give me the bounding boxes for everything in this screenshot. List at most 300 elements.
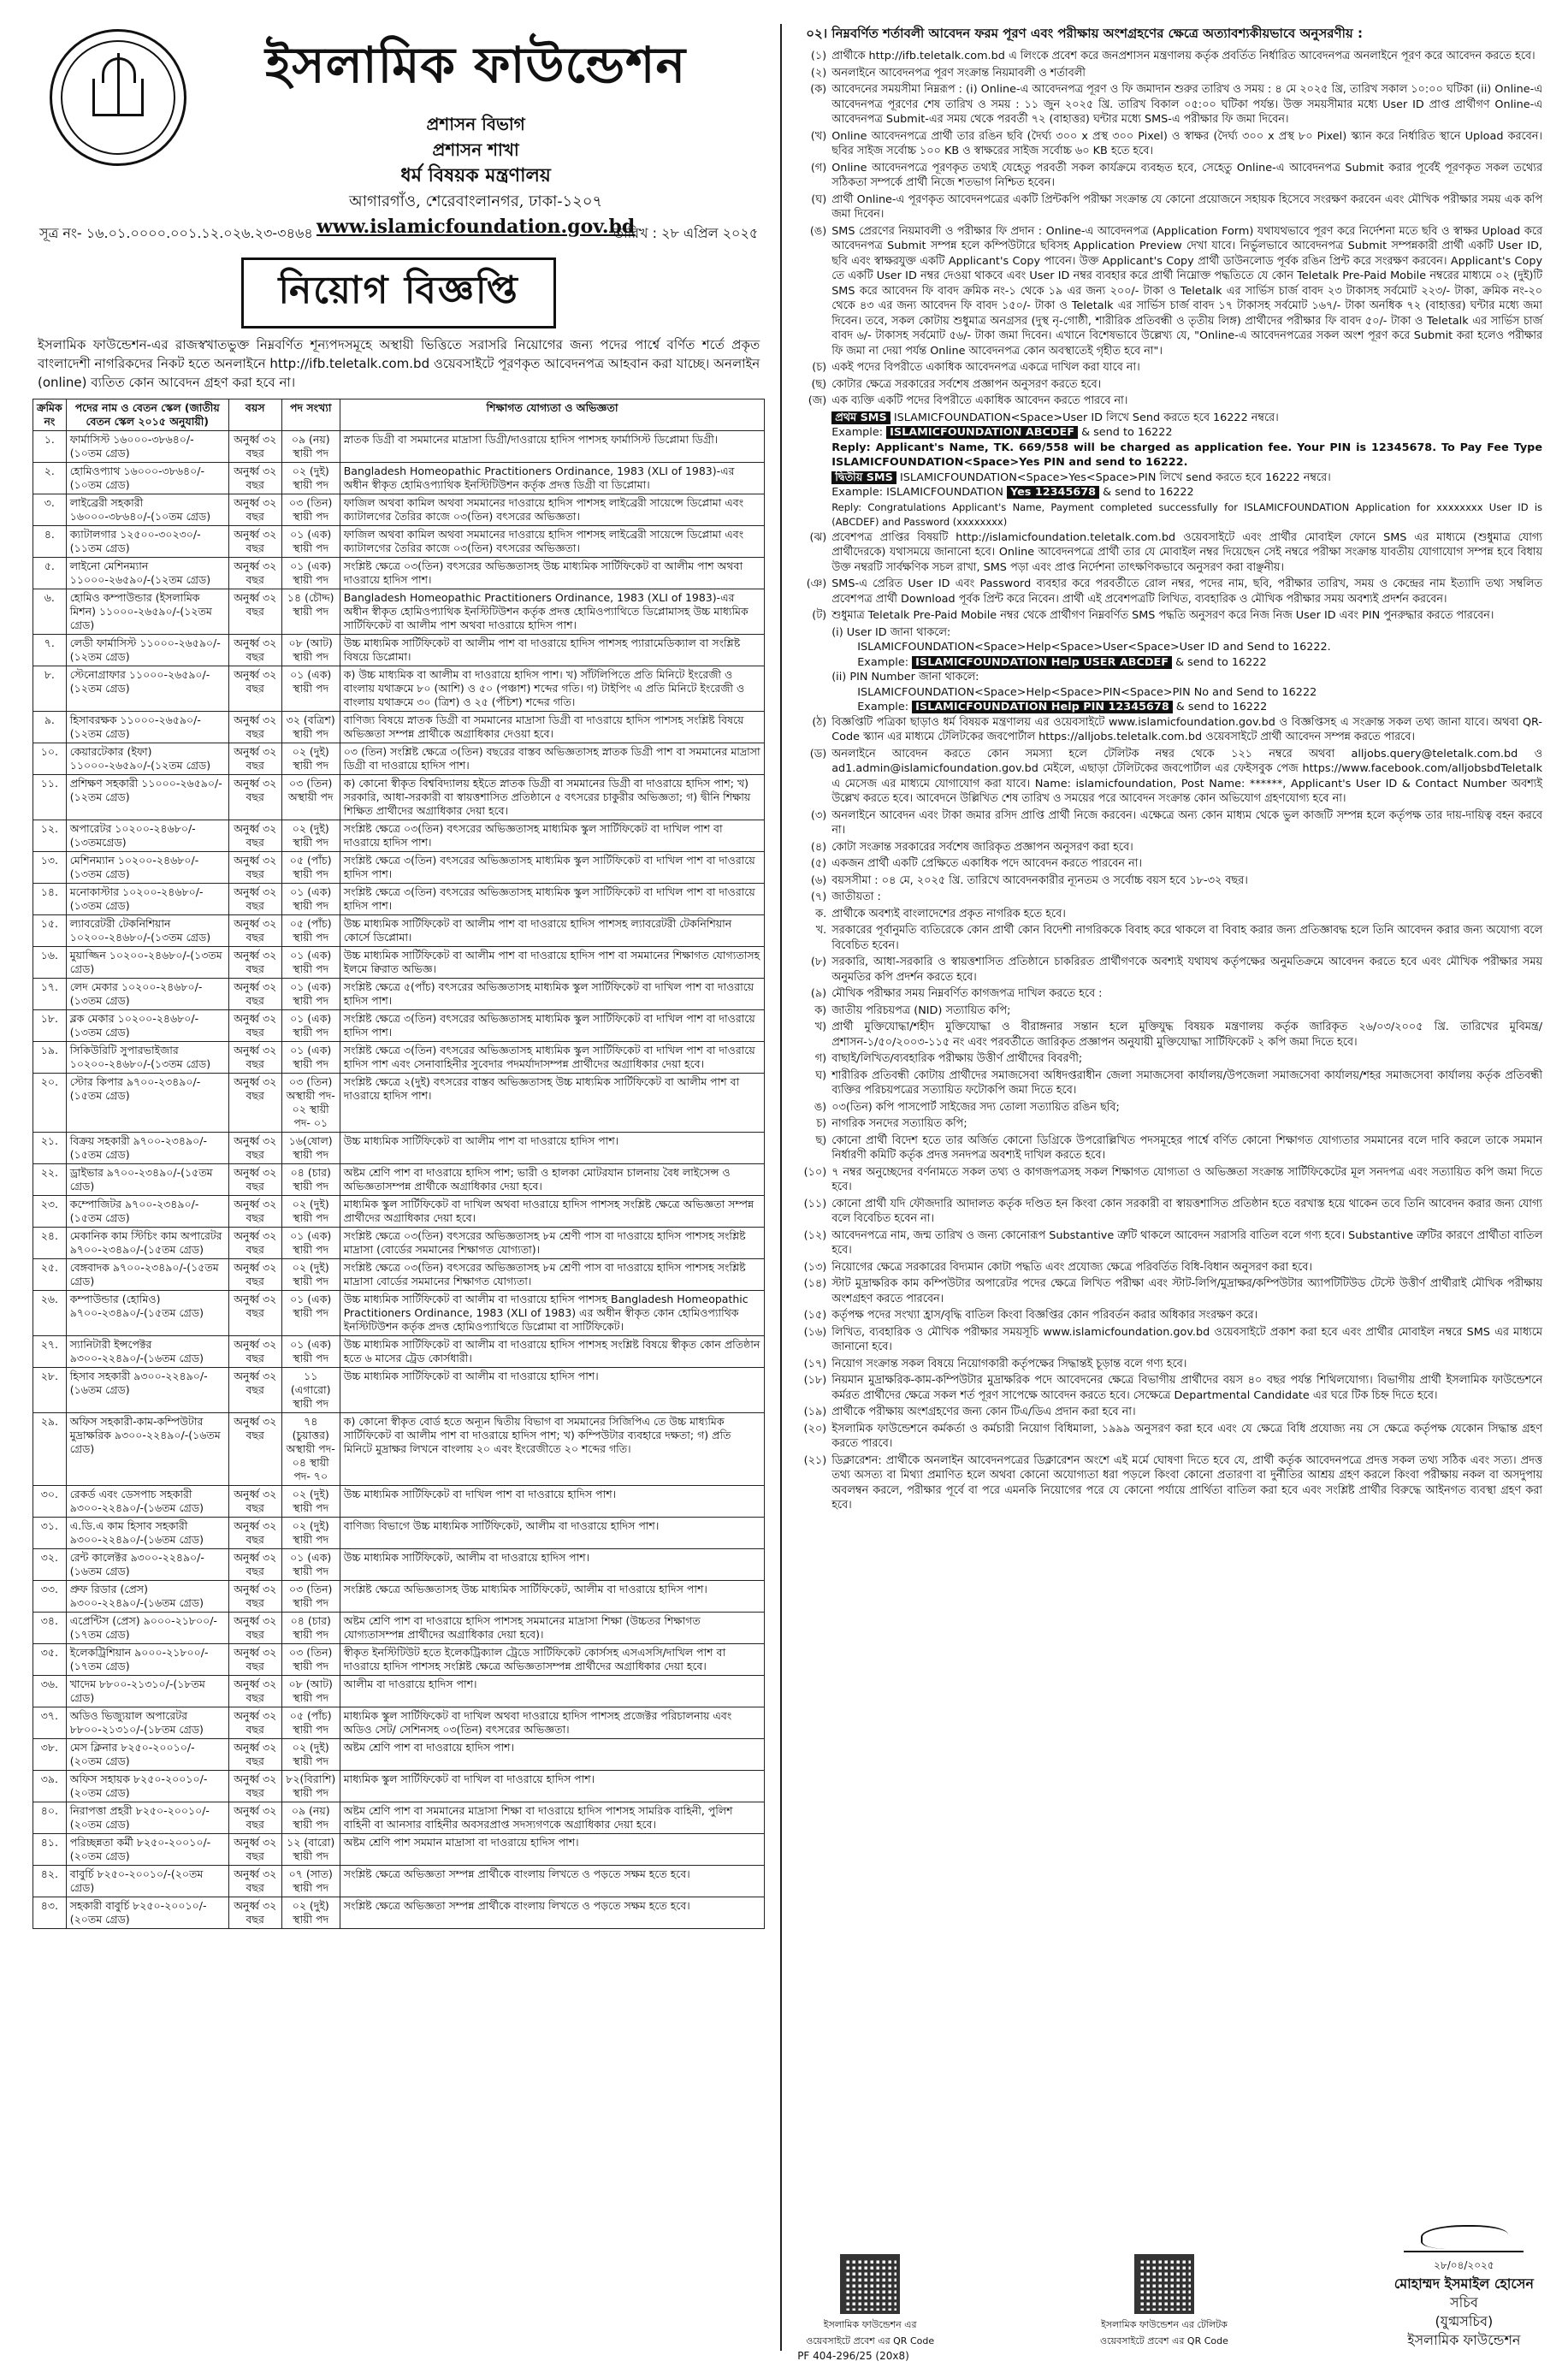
table-row [33,1010,765,1042]
condition-text: অনলাইনে আবেদনপত্র পূরণ সংক্রান্ত নিয়মাবলী ও শর্তাবলী [831,66,1086,80]
count-cell: ০২ (দুই) স্থায়ী পদ [281,1897,340,1929]
serial-cell: ৩৩. [33,1581,67,1613]
serial-cell: ১৮. [33,1010,67,1042]
table-row [33,1613,765,1644]
condition-item [797,224,1542,359]
post-cell: রেকর্ড এবং ডেসপাচ সহকারী ৯৩০০-২২৪৯০/-(১৬তম গ্রেড) [66,1486,228,1518]
example-code: ISLAMICFOUNDATION Help USER ABCDEF [912,656,1172,669]
condition-text: SMS প্রেরণের নিয়মাবলী ও পরীক্ষার ফি প্রদান : Online-এ আবেদনপত্র (Application Form) যথাযথভাবে পূরণ করে নির্দেশনা মতে ছবি ও স্বাক্ষর Upload করে আবেদনপত্র Submit সম্পন্ন হলে কম্পিউটারে ছবিসহ Application Preview দেখা যাবে। নির্ভুলভাবে আবেদনপত্র Submit সম্পন্নকারী প্রার্থী একটি User ID, ছবি এবং স্বাক্ষরযুক্ত একটি Applicant's Copy পাবেন। উক্ত Applicant's Copy প্রার্থী ডাউনলোড পূর্বক রঙিন প্রিন্ট করে সংরক্ষণ করবেন। Applicant's Copy তে একটি User ID নম্বর দেওয়া থাকবে এবং User ID নম্বর ব্যবহার করে প্রার্থী নিম্নোক্ত পদ্ধতিতে যে কোন Teletalk Pre-Paid Mobile নম্বরের মাধ্যমে ০২ (দুই)টি SMS করে আবেদন ফি বাবদ ক্রমিক নং-১ থেকে ১৯ এর জন্য ২০০/- টাকা ও Teletalk এর সার্ভিস চার্জ বাবদ ২৩ টাকাসহ সর্বমোট ২২৩/- টাকা, ক্রমিক নং-২০ থেকে ৪৩ এর জন্য আবেদন ফি বাবদ ১৫০/- টাকা ও Teletalk এর সার্ভিস চার্জ বাবদ ১৭ টাকাসহ সর্বমোট ১৬৭/- টাকা অনধিক ৭২ (বাহাত্তর) ঘন্টার মধ্যে জমা দিবেন। তবে, সকল কোটায় শুধুমাত্র অনগ্রসর (দুস্থ নৃ-গোষ্ঠী, শারীরিক প্রতিবন্ধী ও তৃতীয় লিঙ্গ) প্রার্থীদের পরীক্ষার ফি বাবদ ৫০/- টাকা ও Teletalk এর সার্ভিস চার্জ বাবদ ৬/- টাকাসহ সর্বমোট ৫৬/- টাকা জমা দিবেন। এখানে বিশেষভাবে উল্লেখ্য যে, "Online-এ আবেদনপত্রের সকল অংশ পূরণ করে Submit করা হলেও পরীক্ষার ফি জমা না দেয়া পর্যন্ত Online আবেদনপত্র কোন অবস্থাতেই গৃহীত হবে না"। [831,224,1543,358]
condition-text: প্রার্থীকে পরীক্ষায় অংশগ্রহণের জন্য কোন টিএ/ডিএ প্রদান করা হবে না। [831,1406,1136,1418]
condition-text: প্রবেশপত্র প্রাপ্তির বিষয়টি http://islamicfoundation.teletalk.com.bd ওয়েবসাইটে এবং প্রার্থীর মোবাইল ফোনে SMS এর মাধ্যমে (শুধুমাত্র যোগ্য প্রার্থীদেরকে) যথাসময়ে জানানো হবে। Online আবেদনপত্রে প্রার্থী তার যে মোবাইল নম্বর দিয়েছেন সেই নম্বরে পরীক্ষা সংক্রান্ত যাবতীয় যোগাযোগ সম্পন্ন হবে বিধায় উক্ত নম্বরটি সার্বক্ষণিক সচল রাখা, SMS পড়া এবং প্রাপ্ত নির্দেশনা তাৎক্ষণিকভাবে অনুসরণ করা বাঞ্ছনীয়। [831,530,1543,574]
age-cell: অনুর্ধ্ব ৩২ বছর [228,1897,281,1929]
qr-block-website [806,2254,934,2350]
sms-second-label: দ্বিতীয় SMS [831,471,896,484]
table-row [33,947,765,979]
col-count: পদ সংখ্যা [281,399,340,431]
age-cell: অনুর্ধ্ব ৩২ বছর [228,1613,281,1644]
recover-userid-cmd: ISLAMICFOUNDATION<Space>Help<Space>User<Space>User ID and Send to 16222. [857,641,1331,654]
condition-text: শুধুমাত্র Teletalk Pre-Paid Mobile নম্বর থেকে প্রার্থীগণ নিম্নবর্ণিত SMS পদ্ধতি অনুসরণ করে নিজ নিজ User ID এবং PIN পুনরুদ্ধার করতে পারবেন। [831,609,1494,622]
age-cell: অনুর্ধ্ব ৩২ বছর [228,589,281,635]
serial-cell: ১৪. [33,884,67,915]
post-cell: কম্পোজিটর ৯৭০০-২৩৪৯০/-(১৫তম গ্রেড) [66,1196,228,1228]
condition-text: SMS-এ প্রেরিত User ID এবং Password ব্যবহার করে পরবর্তীতে রোল নম্বর, পদের নাম, ছবি, পরীক্ষার তারিখ, সময় ও কেন্দ্রের নাম ইত্যাদি তথ্য সম্বলিত প্রবেশপত্র প্রার্থী Download পূর্বক প্রিন্ট করে নিবেন। প্রার্থী এই প্রবেশপত্রটি লিখিত, ব্যবহারিক ও মৌখিক পরীক্ষার সময় অবশ্যই প্রদর্শন করবেন। [831,577,1543,606]
serial-cell: ৩০. [33,1486,67,1518]
table-row [33,431,765,463]
post-cell: অপারেটর ১০২০০-২৪৬৮০/-(১৩তমগ্রেড) [66,820,228,852]
age-cell: অনুর্ধ্ব ৩২ বছর [228,494,281,526]
section: প্রশাসন শাখা [432,139,519,160]
book-icon [92,79,144,116]
count-cell: ১২ (বারো) স্থায়ী পদ [281,1834,340,1866]
condition-item [797,1197,1542,1227]
count-cell: ০১ (এক) স্থায়ী পদ [281,979,340,1010]
condition-item [797,1325,1542,1355]
age-cell: অনুর্ধ্ব ৩২ বছর [228,1771,281,1802]
post-cell: ড্রাইভার ৯৭০০-২৩৪৯০/-(১৫তম গ্রেড) [66,1164,228,1196]
condition-item [797,1100,1542,1116]
count-cell: ০৯ (নয়) স্থায়ী পদ [281,1802,340,1834]
serial-cell: ৪১. [33,1834,67,1866]
qualification-cell: বাণিজ্য বিভাগে উচ্চ মাধ্যমিক সার্টিফিকেট, আলীম বা দাওরায়ে হাদিস পাশ। [340,1518,765,1549]
condition-number: ঘ) [815,1068,827,1082]
condition-item [797,608,1542,624]
condition-number: (৮) [810,956,827,968]
signer-name: মোহাম্মদ ইসমাইল হোসেন [1393,2275,1534,2292]
table-row [33,712,765,743]
count-cell: ০৩ (তিন) স্থায়ী পদ [281,1581,340,1613]
count-cell: ০১ (এক) স্থায়ী পদ [281,666,340,712]
condition-text: আবেদনের সময়সীমা নিম্নরূপ : (i) Online-এ আবেদনপত্র পূরণ ও ফি জমাদান শুরুর তারিখ ও সময় : ৪ মে ২০২৫ খ্রি, তারিখ সকাল ১০:০০ ঘটিকা (ii) Online-এ আবেদনপত্র পূরণের শেষ তারিখ ও সময় : ১১ জুন ২০২৫ খ্রি. তারিখ বিকাল ০৫:০০ ঘটিকা পর্যন্ত। উক্ত সময়সীমার মধ্যে User ID প্রাপ্ত প্রার্থীগণ Online-এ আবেদনপত্র Submit-এর সময় থেকে পরবর্তী ৭২ (বাহাত্তর) ঘন্টার মধ্যে SMS-এ পরীক্ষার ফি জমা দিবেন। [831,83,1543,126]
condition-item [797,577,1542,607]
condition-number: গ) [814,1052,827,1065]
table-row [33,1291,765,1336]
age-cell: অনুর্ধ্ব ৩২ বছর [228,1866,281,1897]
condition-number: (১৪) [803,1277,827,1290]
serial-cell: ৭. [33,635,67,666]
condition-item [797,1051,1542,1067]
condition-text: নিয়মান মুদ্রাক্ষরিক-কাম-কম্পিউটার মুদ্রাক্ষরিক পদে আবেদনের ক্ষেত্রে বিভাগীয় প্রার্থীদের বয়স ৪০ বছর পর্যন্ত শিথিলযোগ্য। বিভাগীয় প্রার্থী ইসলামিক ফাউন্ডেশনে কর্মরত প্রার্থীদের ক্ষেত্রে সকল শর্ত পূরণ সাপেক্ষে আবেদন করতে হবে। সেক্ষেত্রে Departmental Candidate এর ঘরে টিক চিহ্ন দিতে হবে। [831,1374,1543,1402]
condition-item [797,1276,1542,1306]
count-cell: ০২ (দুই) স্থায়ী পদ [281,1486,340,1518]
age-cell: অনুর্ধ্ব ৩২ বছর [228,1074,281,1133]
condition-number: (গ) [810,161,827,175]
count-cell: ০৪ (চার) স্থায়ী পদ [281,1613,340,1644]
qualification-cell: সংশ্লিষ্ট ক্ষেত্রে ৩(তিন) বৎসরের অভিজ্ঞতাসহ মাধ্যমিক স্কুল সার্টিফিকেট বা দাখিল পাশ বা দাওরায়ে হাদিস পাশ। [340,1010,765,1042]
serial-cell: ২০. [33,1074,67,1133]
example-code: Yes 12345678 [1007,486,1099,499]
table-row [33,1581,765,1613]
condition-number: (১৫) [803,1309,827,1322]
serial-cell: ১৬. [33,947,67,979]
count-cell: ০৩ (তিন) অস্থায়ী পদ [281,775,340,820]
age-cell: অনুর্ধ্ব ৩২ বছর [228,775,281,820]
condition-text: বাছাই/লিখিত/ব্যবহারিক পরীক্ষায় উত্তীর্ণ প্রার্থীদের বিবরণী; [831,1052,1083,1065]
condition-number: (ট) [812,609,827,622]
post-cell: হিসাবরক্ষক ১১০০০-২৬৫৯০/-(১২তম গ্রেড) [66,712,228,743]
signer-grade: (যুগ্মসচিব) [1435,2313,1494,2329]
column-divider [780,24,782,2351]
count-cell: ১৪ (চৌদ্দ) স্থায়ী পদ [281,589,340,635]
age-cell: অনুর্ধ্ব ৩২ বছর [228,1010,281,1042]
condition-number: (ঙ) [809,224,827,238]
condition-text: একজন প্রার্থী একটি প্রেক্ষিতে একাধিক পদে আবেদন করতে পারবেন না। [831,857,1142,870]
condition-text: প্রার্থী মুক্তিযোদ্ধা/শহীদ মুক্তিযোদ্ধা ও বীরাঙ্গনার সন্তান হলে মুক্তিযুদ্ধ বিষয়ক মন্ত্রণালয় কর্তৃক জারিকৃত ২৬/০৩/২০০৫ খ্রি. তারিখের মুবিমন্ত্র/প্রশাসন-১/৫০/২০০৩-১১৫ নং এবং পরবর্তীতে জারিকৃত প্রজ্ঞাপন অনুযায়ী মুক্তিযোদ্ধা সার্টিফিকেট ২ কপি জমা দিতে হবে। [831,1021,1543,1049]
signer-date: ২৮/০৪/২০২৫ [1434,2259,1494,2271]
count-cell: ০৮ (আট) স্থায়ী পদ [281,1676,340,1707]
qualification-cell: Bangladesh Homeopathic Practitioners Ordinance, 1983 (XLI of 1983)-এর অধীন স্বীকৃত হোমিওপ্যাথিক ইনস্টিটিউশন কর্তৃক প্রদত্ত ডিগ্রী বা ডিপ্লোমা। [340,463,765,494]
qualification-cell: সংশ্লিষ্ট ক্ষেত্রে অভিজ্ঞতা সম্পন্ন প্রার্থীকে বাংলায় লিখতে ও পড়তে সক্ষম হতে হবে। [340,1866,765,1897]
condition-number: (৭) [810,891,827,903]
post-cell: বাবুর্চি ৮২৫০-২০০১০/-(২০তম গ্রেড) [66,1866,228,1897]
count-cell: ০১ (এক) স্থায়ী পদ [281,526,340,558]
age-cell: অনুর্ধ্ব ৩২ বছর [228,1802,281,1834]
table-row [33,1739,765,1771]
condition-text: কোটার ক্ষেত্রে সরকারের সর্বশেষ প্রজ্ঞাপন অনুসরণ করতে হবে। [831,377,1102,391]
age-cell: অনুর্ধ্ব ৩২ বছর [228,1834,281,1866]
condition-number: (ঘ) [811,192,827,206]
condition-text: ডিক্লারেশন: প্রার্থীকে অনলাইন আবেদনপত্রের ডিক্লারেশন অংশে এই মর্মে ঘোষণা দিতে হবে যে, প্রার্থী কর্তৃক আবেদনপত্রে প্রদত্ত সকল তথ্য সঠিক এবং সত্য। প্রদত্ত তথ্য অসত্য বা মিথ্যা প্রমাণিত হলে অথবা কোনো অযোগ্যতা ধরা পড়লে কিংবা কোনো প্রতারণা বা দুর্নীতির আশ্রয় গ্রহণ করলে কিংবা পরীক্ষায় নকল বা অসদুপায় অবলম্বন করলে, পরীক্ষার পূর্বে বা পরে এমনকি নিয়োগের পরে যে কোনো পর্যায়ে প্রার্থিতা বাতিল করা হবে এবং সংশ্লিষ্ট প্রার্থীর বিরুদ্ধে আইনগত ব্যবস্থা গ্রহণ করা হবে। [831,1453,1543,1512]
ministry: ধর্ম বিষয়ক মন্ত্রণালয় [400,164,551,186]
serial-cell: ১. [33,431,67,463]
count-cell: ০১ (এক) স্থায়ী পদ [281,1010,340,1042]
condition-number: (ঠ) [812,715,827,729]
intro-text: ইসলামিক ফাউন্ডেশন-এর রাজস্বখাতভুক্ত নিম্নবর্ণিত শূন্যপদসমূহে অস্থায়ী ভিত্তিতে সরাসরি নিয়োগের জন্য পদের পার্শ্বে বর্ণিত শর্তে প্রকৃত বাংলাদেশী নাগরিকদের নিকট হতে অনলাইনে http://ifb.teletalk.com.bd ওয়েবসাইটে পূরণকৃত আবেদনপত্র আহবান করা যাচ্ছে। অনলাইন (online) ব্যতিত কোন আবেদন গ্রহণ করা হবে না। [38,337,760,390]
sms-second-example [831,485,1542,500]
serial-cell: ৩. [33,494,67,526]
signer-title: সচিব [1450,2294,1478,2311]
serial-cell: ২৩. [33,1196,67,1228]
count-cell: ০২ (দুই) স্থায়ী পদ [281,1739,340,1771]
serial-cell: ৩১. [33,1518,67,1549]
serial-cell: ১৫. [33,915,67,947]
example-code: ISLAMICFOUNDATION Help PIN 12345678 [912,701,1173,713]
post-cell: মেকানিক কাম স্টিচিং কাম অপারেটর ৯৭০০-২৩৪৯০/-(১৫তম গ্রেড) [66,1228,228,1259]
count-cell: ০২ (দুই) স্থায়ী পদ [281,1196,340,1228]
post-cell: ফার্মাসিস্ট ১৬০০০-৩৮৬৪০/-(১০তম গ্রেড) [66,431,228,463]
post-cell: কম্পাউন্ডার (হোমিও) ৯৭০০-২৩৪৯০/-(১৫তম গ্রেড) [66,1291,228,1336]
age-cell: অনুর্ধ্ব ৩২ বছর [228,1164,281,1196]
serial-cell: ৪০. [33,1802,67,1834]
table-row [33,852,765,884]
qr-code-icon[interactable] [840,2254,900,2314]
table-row [33,526,765,558]
age-cell: অনুর্ধ্ব ৩২ বছর [228,1549,281,1581]
qr1-label: ইসলামিক ফাউন্ডেশন এর ওয়েবসাইটে প্রবেশ এর QR Code [806,2319,935,2346]
qualification-cell: স্নাতক ডিগ্রী বা সমমানের মাদ্রাসা ডিগ্রী/দাওরায়ে হাদিস পাশসহ ফার্মাসিস্ট ডিপ্লোমা ডিগ্রী। [340,431,765,463]
qualification-cell: উচ্চ মাধ্যমিক সার্টিফিকেট বা আলীম বা দাওরায়ে হাদিস পাশসহ সংশ্লিষ্ট বিষয়ে স্বীকৃত কোন প্রতিষ্ঠান হতে ৬ মাসের ট্রেড কোর্সধারী। [340,1336,765,1368]
condition-text: নাগরিক সনদের সত্যায়িত কপি; [831,1117,967,1130]
example-suffix: & send to 16222 [1081,426,1173,439]
qualification-cell: অষ্টম শ্রেণি পাশ বা সমমানের মাদ্রাসা শিক্ষা বা দাওরায়ে হাদিস পাশসহ সামরিক বাহিনী, পুলিশ বাহিনী বা আনসার বাহিনীর অবসরপ্রাপ্ত সদস্যগণকে অগ্রাধিকার দেয়া হবে। [340,1802,765,1834]
count-cell: ০৫ (পাঁচ) স্থায়ী পদ [281,852,340,884]
condition-text: কোনো প্রার্থী যদি ফৌজদারি আদালত কর্তৃক দণ্ডিত হন কিংবা কোন সরকারী বা স্বায়ত্তশাসিত প্রতিষ্ঠান হতে বরখাস্ত হয়ে থাকেন তবে তিনি আবেদন করার জন্য যোগ্য বলে বিবেচিত হবেন না। [831,1197,1543,1225]
serial-cell: ৩৮. [33,1739,67,1771]
table-row [33,589,765,635]
condition-number: (১৬) [803,1325,827,1339]
post-cell: মনোকাস্টার ১০২০০-২৪৬৮০/-(১৩তম গ্রেড) [66,884,228,915]
age-cell: অনুর্ধ্ব ৩২ বছর [228,1486,281,1518]
post-cell: অডিও ভিজ্যুয়াল অপারেটর ৮৮০০-২১৩১০/-(১৮তম গ্রেড) [66,1707,228,1739]
age-cell: অনুর্ধ্ব ৩২ বছর [228,1336,281,1368]
condition-item [797,1260,1542,1275]
condition-item [797,1357,1542,1372]
count-cell: ০১ (এক) স্থায়ী পদ [281,558,340,589]
count-cell: ০৩ (তিন) স্থায়ী পদ [281,1644,340,1676]
table-row [33,1866,765,1897]
serial-cell: ২১. [33,1133,67,1164]
post-cell: প্রশিক্ষণ সহকারী ১১০০০-২৬৫৯০/-(১২তম গ্রেড) [66,775,228,820]
count-cell: ০২ (দুই) স্থায়ী পদ [281,1518,340,1549]
recover-userid-label: (i) User ID জানা থাকলে: [831,625,951,639]
post-cell: স্টোর কিপার ৯৭০০-২৩৪৯০/-(১৫তম গ্রেড) [66,1074,228,1133]
condition-text: জাতীয় পরিচয়পত্র (NID) সত্যায়িত কপি; [831,1003,1011,1017]
condition-number: (২০) [803,1422,827,1435]
condition-text: প্রার্থী Online-এ পূরণকৃত আবেদনপত্রের একটি প্রিন্টকপি পরীক্ষা সংক্রান্ত যে কোনো প্রয়োজনে সহায়ক হিসেবে সংরক্ষণ করবেন এবং মৌখিক পরীক্ষার সময় এক কপি জমা দিবেন। [831,192,1543,221]
col-serial: ক্রমিক নং [33,399,67,431]
age-cell: অনুর্ধ্ব ৩২ বছর [228,666,281,712]
condition-item [797,1422,1542,1452]
col-age: বয়স [228,399,281,431]
post-cell: লাইনো মেশিনম্যান ১১০০০-২৬৫৯০/-(১২তম গ্রেড) [66,558,228,589]
sms-first [831,411,1542,426]
post-cell: বিক্রয় সহকারী ৯৭০০-২৩৪৯০/-(১৫তম গ্রেড) [66,1133,228,1164]
post-cell: স্টেনোগ্রাফার ১১০০০-২৬৫৯০/-(১২তম গ্রেড) [66,666,228,712]
qualification-cell: ক) কোনো স্বীকৃত বোর্ড হতে অন্যূন দ্বিতীয় বিভাগ বা সমমানের সিজিপিএ তে উচ্চ মাধ্যমিক সার্টিফিকেট বা আলীম পাশ বা দাওরায়ে হাদিস পাশ; খ) কম্পিউটার ব্যবহারে দক্ষতা; গ) প্রতি মিনিটে মুদ্রাক্ষর লিখনে বাংলায় ২০ এবং ইংরেজীতে ২০ শব্দের গতি। [340,1413,765,1486]
condition-number: (৯) [810,987,827,1000]
age-cell: অনুর্ধ্ব ৩২ বছর [228,852,281,884]
count-cell: ০১ (এক) স্থায়ী পদ [281,1291,340,1336]
condition-number: (১৩) [803,1260,827,1274]
post-cell: লেডী ফার্মাসিস্ট ১১০০০-২৬৫৯০/-(১২তম গ্রেড) [66,635,228,666]
count-cell: ০৩ (তিন) স্থায়ী পদ [281,494,340,526]
condition-item [797,986,1542,1002]
condition-number: (ক) [810,83,827,96]
serial-cell: ২২. [33,1164,67,1196]
table-row [33,1336,765,1368]
condition-item [797,1228,1542,1258]
count-cell: ০৭ (সাত) স্থায়ী পদ [281,1866,340,1897]
age-cell: অনুর্ধ্ব ৩২ বছর [228,1413,281,1486]
condition-text: অনলাইনে আবেদন এবং টাকা জমার রসিদ প্রাপ্তি প্রার্থী নিজে করবেন। এক্ষেত্রে অন্য কোন মাধ্যম থেকে ভুল কাজটি সম্পন্ন হলে কর্তৃপক্ষ তার দায়-দায়িত্ব বহন করবে না। [831,808,1543,837]
condition-number: চ) [816,1117,827,1130]
count-cell: ০২ (দুই) স্থায়ী পদ [281,743,340,775]
condition-text: প্রার্থীকে অবশ্যই বাংলাদেশের প্রকৃত নাগরিক হতে হবে। [831,907,1066,920]
recovery-instructions [797,625,1542,715]
serial-cell: ৫. [33,558,67,589]
count-cell: ০৪ (চার) স্থায়ী পদ [281,1164,340,1196]
table-row [33,915,765,947]
qualification-cell: উচ্চ মাধ্যমিক সার্টিফিকেট বা আলীম পাশ বা দাওরায়ে হাদিস পাশসহ ল্যাবরেটরী টেকনিশিয়ান কোর্সে ডিপ্লোমা। [340,915,765,947]
table-row [33,979,765,1010]
condition-item [797,840,1542,855]
signer-org: ইসলামিক ফাউন্ডেশন [1407,2332,1521,2348]
table-row [33,1644,765,1676]
age-cell: অনুর্ধ্ব ৩২ বছর [228,1581,281,1613]
age-cell: অনুর্ধ্ব ৩২ বছর [228,1518,281,1549]
condition-number: (৪) [810,840,827,854]
footer [797,2222,1542,2350]
condition-item [797,129,1542,159]
table-row [33,494,765,526]
post-cell: মেশিনম্যান ১০২০০-২৪৬৮০/-(১৩তম গ্রেড) [66,852,228,884]
qualification-cell: সংশ্লিষ্ট ক্ষেত্রে অভিজ্ঞতাসহ উচ্চ মাধ্যমিক সার্টিফিকেট, আলীম বা দাওরায়ে হাদিস পাশ। [340,1581,765,1613]
count-cell: ০১ (এক) স্থায়ী পদ [281,1549,340,1581]
condition-item [797,856,1542,872]
serial-cell: ৬. [33,589,67,635]
count-cell: ০২ (দুই) স্থায়ী পদ [281,820,340,852]
condition-item [797,1405,1542,1420]
recover-pin-cmd: ISLAMICFOUNDATION<Space>Help<Space>PIN<Space>PIN No and Send to 16222 [857,685,1317,699]
qr-code-icon[interactable] [1134,2254,1194,2314]
condition-item [797,890,1542,905]
condition-number: ঙ) [814,1100,827,1114]
condition-number: (চ) [812,361,827,374]
islamic-foundation-logo [50,29,186,166]
age-cell: অনুর্ধ্ব ৩২ বছর [228,1196,281,1228]
post-cell: এ.ডি.এ কাম হিসাব সহকারী ৯৩০০-২২৪৯০/-(১৬তম গ্রেড) [66,1518,228,1549]
table-row [33,1897,765,1929]
condition-number: (ঞ) [806,577,827,590]
serial-cell: ১৩. [33,852,67,884]
condition-text: নিয়োগের ক্ষেত্রে সরকারের বিদ্যমান কোটা পদ্ধতি এবং প্রযোজ্য ক্ষেত্রে পরিবর্তিত বিধি-বিধান অনুসরণ করা হবে। [831,1260,1312,1274]
example-code: ISLAMICFOUNDATION ABCDEF [886,426,1078,439]
age-cell: অনুর্ধ্ব ৩২ বছর [228,1042,281,1074]
condition-item [797,530,1542,576]
age-cell: অনুর্ধ্ব ৩২ বছর [228,947,281,979]
age-cell: অনুর্ধ্ব ৩২ বছর [228,712,281,743]
post-cell: রেন্ট কালেক্টর ৯৩০০-২২৪৯০/-(১৬তম গ্রেড) [66,1549,228,1581]
post-cell: ব্লক মেকার ১০২০০-২৪৬৮০/-(১৩তম গ্রেড) [66,1010,228,1042]
post-cell: কেয়ারটেকার (ইফা) ১১০০০-২৬৫৯০/-(১২তম গ্রেড) [66,743,228,775]
post-cell: হোমিওপ্যাথ ১৬০০০-৩৮৬৪০/-(১০তম গ্রেড) [66,463,228,494]
example-prefix: Example: [831,426,884,439]
age-cell: অনুর্ধ্ব ৩২ বছর [228,463,281,494]
sms-instructions [797,411,1542,530]
condition-item [797,1003,1542,1019]
age-cell: অনুর্ধ্ব ৩২ বছর [228,1259,281,1291]
condition-item [797,907,1542,922]
count-cell: ০১ (এক) স্থায়ী পদ [281,1042,340,1074]
age-cell: অনুর্ধ্ব ৩২ বছর [228,1133,281,1164]
table-row [33,1133,765,1164]
count-cell: ০২ (দুই) স্থায়ী পদ [281,463,340,494]
condition-number: (১৭) [803,1357,827,1370]
serial-cell: ২৫. [33,1259,67,1291]
condition-item [797,1453,1542,1513]
sms-second [831,470,1542,486]
condition-item [797,1068,1542,1098]
table-row [33,1368,765,1413]
count-cell: ০৯ (নয়) স্থায়ী পদ [281,431,340,463]
condition-item [797,192,1542,222]
condition-item [797,923,1542,953]
count-cell: ০৫ (পাঁচ) স্থায়ী পদ [281,1707,340,1739]
recover-pin-label: (ii) PIN Number জানা থাকলে: [831,671,979,684]
serial-cell: ২. [33,463,67,494]
condition-text: Online আবেদনপত্রে প্রার্থী তার রঙিন ছবি (দৈর্ঘ্য ৩০০ x প্রস্থ ৩০০ Pixel) ও স্বাক্ষর (দৈর্ঘ্য ৩০০ x প্রস্থ ৮০ Pixel) স্ক্যান করে নির্ধারিত স্থানে Upload করবেন। ছবির সাইজ সর্বোচ্চ ১০০ KB ও স্বাক্ষরের সাইজ সর্বোচ্চ ৬০ KB হতে হবে। [831,129,1543,157]
condition-item [797,873,1542,889]
qualification-cell: উচ্চ মাধ্যমিক সার্টিফিকেট বা দাখিল পাশ বা দাওরায়ে হাদিস পাশ। [340,1486,765,1518]
age-cell: অনুর্ধ্ব ৩২ বছর [228,1707,281,1739]
qualification-cell: স্বীকৃত ইনস্টিটিউট হতে ইলেকট্রিক্যাল ট্রেডে সার্টিফিকেট কোর্সসহ এসএসসি/দাখিল পাশ বা দাওরায়ে হাদিস পাশসহ সংশ্লিষ্ট ক্ষেত্রে অভিজ্ঞতাসম্পন্ন প্রার্থীদের অগ্রাধিকার দেয়া হবে। [340,1644,765,1676]
count-cell: ৭৪ (চুয়াত্তর) অস্থায়ী পদ- ০৪ স্থায়ী পদ- ৭০ [281,1413,340,1486]
condition-text: কর্তৃপক্ষ পদের সংখ্যা হ্রাস/বৃদ্ধি বাতিল কিংবা বিজ্ঞপ্তির কোন পরিবর্তন করার অধিকার সংরক্ষণ করে। [831,1309,1258,1322]
post-cell: অফিস সহকারী-কাম-কম্পিউটার মুদ্রাক্ষরিক ৯৩০০-২২৪৯০/-(১৬তম গ্রেড) [66,1413,228,1486]
qualification-cell: সংশ্লিষ্ট ক্ষেত্রে ৩(তিন) বৎসরের অভিজ্ঞতাসহ মাধ্যমিক স্কুল সার্টিফিকেট বা দাখিল পাশ বা দাওরায়ে হাদিস পাশ। [340,852,765,884]
condition-number: (৬) [810,873,827,887]
qualification-cell: সংশ্লিষ্ট ক্ষেত্রে ০৩(তিন) বৎসরের অভিজ্ঞতাসহ উচ্চ মাধ্যমিক সার্টিফিকেট বা আলীম পাশ অথবা দাওরায়ে হাদিস পাশ। [340,558,765,589]
serial-cell: ১০. [33,743,67,775]
qualification-cell: ০৩ (তিন) সংশ্লিষ্ট ক্ষেত্রে ৩(তিন) বছরের বাস্তব অভিজ্ঞতাসহ স্নাতক ডিগ্রী পাশ বা সমমানের মাদ্রাসা ডিগ্রী বা দাওরায়ে হাদিস পাশ। [340,743,765,775]
table-row [33,1164,765,1196]
notice-date: তারিখ : ২৮ এপ্রিল ২০২৫ [612,225,759,241]
sms-reply: Reply: Applicant's Name, TK. 669/558 will be charged as application fee. Your PIN is 12345678. To Pay Fee Type ISLAMICFOUNDATION<Space>Yes PIN and send to 16222. [831,441,1543,469]
table-row [33,1549,765,1581]
qualification-cell: সংশ্লিষ্ট ক্ষেত্রে ২(দুই) বৎসরের বাস্তব অভিজ্ঞতাসহ উচ্চ মাধ্যমিক সার্টিফিকেট বা আলীম পাশ বা দাওরায়ে হাদিস পাশ। [340,1074,765,1133]
sms-reply2: Reply: Congratulations Applicant's Name, Payment completed successfully for ISLAMICFOUNDATION Application for xxxxxxxx User ID is (ABCDEF) and Password (xxxxxxxx) [831,500,1543,528]
serial-cell: ৩৯. [33,1771,67,1802]
post-cell: ক্যাটালগার ১২৫০০-৩০২৩০/-(১১তম গ্রেড) [66,526,228,558]
age-cell: অনুর্ধ্ব ৩২ বছর [228,1368,281,1413]
post-cell: মেস ক্লিনার ৮২৫০-২০০১০/-(২০তম গ্রেড) [66,1739,228,1771]
age-cell: অনুর্ধ্ব ৩২ বছর [228,1676,281,1707]
post-cell: লেদ মেকার ১০২০০-২৪৬৮০/-(১৩তম গ্রেড) [66,979,228,1010]
condition-text: কোটা সংক্রান্ত সরকারের সর্বশেষ জারিকৃত প্রজ্ঞাপন অনুসরণ করা হবে। [831,840,1133,854]
condition-text: বয়সসীমা : ০৪ মে, ২০২৫ খ্রি. তারিখে আবেদনকারীর ন্যূনতম ও সর্বোচ্চ বয়স হবে ১৮-৩২ বছর। [831,873,1248,887]
qualification-cell: সংশ্লিষ্ট ক্ষেত্রে ৩(তিন) বৎসরের অভিজ্ঞতাসহ মাধ্যমিক স্কুল সার্টিফিকেট বা দাখিল পাশ বা দাওরায়ে হাদিস পাশ এবং সেনাবাহিনীর সুবেদার পদমর্যাদাসম্পন্ন প্রার্থীদের অগ্রাধিকার দেয়া হবে। [340,1042,765,1074]
example-suffix: & send to 16222 [1103,486,1194,499]
condition-number: (৩) [810,808,827,822]
jobs-table [33,399,765,1929]
org-name: ইসলামিক ফাউন্ডেশন [265,36,687,94]
table-row [33,635,765,666]
table-row [33,1518,765,1549]
condition-number: (১৮) [803,1374,827,1387]
recover-userid-example: Example: ISLAMICFOUNDATION Help USER ABCDEF & send to 16222 [857,655,1267,669]
sms-first-label: প্রথম SMS [831,411,891,424]
signature-image [1404,2218,1524,2252]
memo-number: সূত্র নং- ১৬.০১.০০০০.০০১.১২.০২৬.২৩-৩৪৬৪ [39,225,313,241]
condition-number: খ) [814,1021,827,1033]
condition-item [797,66,1542,81]
condition-text: জাতীয়তা : [831,891,881,903]
qualification-cell: সংশ্লিষ্ট ক্ষেত্রে ০৩(তিন) বৎসরের অভিজ্ঞতাসহ ৮ম শ্রেণী পাস বা দাওরায়ে হাদিস পাশসহ সংশ্লিষ্ট মাদ্রাসা বোর্ডের সমমানের শিক্ষাগত যোগ্যতা। [340,1259,765,1291]
serial-cell: ৪২. [33,1866,67,1897]
serial-cell: ১১. [33,775,67,820]
post-cell: নিরাপত্তা প্রহরী ৮২৫০-২০০১০/-(২০তম গ্রেড) [66,1802,228,1834]
jobs-table-body [33,431,765,1929]
serial-cell: ১২. [33,820,67,852]
condition-item [797,1165,1542,1195]
post-cell: পরিচ্ছন্নতা কর্মী ৮২৫০-২০০১০/-(২০তম গ্রেড) [66,1834,228,1866]
condition-number: (১০) [803,1165,827,1179]
qualification-cell: ফাজিল অথবা কামিল অথবা সমমানের দাওরায়ে হাদিস পাশসহ লাইব্রেরী সায়েন্সে ডিপ্লোমা এবং ক্যাটালগের তৈরির কাজে ০৩(তিন) বৎসরের অভিজ্ঞতা। [340,526,765,558]
condition-text: সরকারের পূর্বানুমতি ব্যতিরেকে কোন প্রার্থী কোন বিদেশী নাগরিককে বিবাহ করে থাকলে বা বিবাহ করার জন্য প্রতিজ্ঞাবদ্ধ হলে তিনি আবেদন করার জন্য অযোগ্য বলে বিবেচিত হবেন। [831,924,1543,952]
count-cell: ০২ (দুই) স্থায়ী পদ [281,1259,340,1291]
condition-text: সরকারি, আধা-সরকারি ও স্বায়ত্তশাসিত প্রতিষ্ঠানে চাকরিরত প্রার্থীগণকে অবশ্যই যথাযথ কর্তৃপক্ষের অনুমতিক্রমে আবেদন করতে হবে এবং মৌখিক পরীক্ষার সময় অনুমতির কপি প্রদর্শন করতে হবে। [831,956,1543,984]
condition-text: স্টাট মুদ্রাক্ষরিক কাম কম্পিউটার অপারেটর পদের ক্ষেত্রে লিখিত পরীক্ষা এবং স্টাট-লিপি/মুদ্রাক্ষর/কম্পিউটার অ্যাপটিটিউড টেস্টে উত্তীর্ণ প্রার্থীরাই মৌখিক পরীক্ষায় অংশগ্রহণ করতে পারবেন। [831,1277,1543,1305]
post-cell: হোমিও কম্পাউন্ডার (ইসলামিক মিশন) ১১০০০-২৬৫৯০/-(১২তম গ্রেড) [66,589,228,635]
serial-cell: ২৮. [33,1368,67,1413]
serial-cell: ৪. [33,526,67,558]
count-cell: ০১ (এক) স্থায়ী পদ [281,1336,340,1368]
qualification-cell: ফাজিল অথবা কামিল অথবা সমমানের দাওরায়ে হাদিস পাশসহ লাইব্রেরী সায়েন্সে ডিপ্লোমা এবং ক্যাটালগের তৈরির কাজে ০৩(তিন) বৎসরের অভিজ্ঞতা। [340,494,765,526]
website-link[interactable]: www.islamicfoundation.gov.bd [316,216,636,238]
qualification-cell: মাধ্যমিক স্কুল সার্টিফিকেট বা দাখিল অথবা দাওরায়ে হাদিস পাশসহ প্রজেক্টর পরিচালনায় এবং অডিও সেট/ সেশিনসহ ০৩(তিন) বৎসরের অভিজ্ঞতা। [340,1707,765,1739]
table-row [33,558,765,589]
age-cell: অনুর্ধ্ব ৩২ বছর [228,1739,281,1771]
post-cell: স্যানিটারী ইন্সপেক্টর ৯৩০০-২২৪৯০/-(১৬তম গ্রেড) [66,1336,228,1368]
